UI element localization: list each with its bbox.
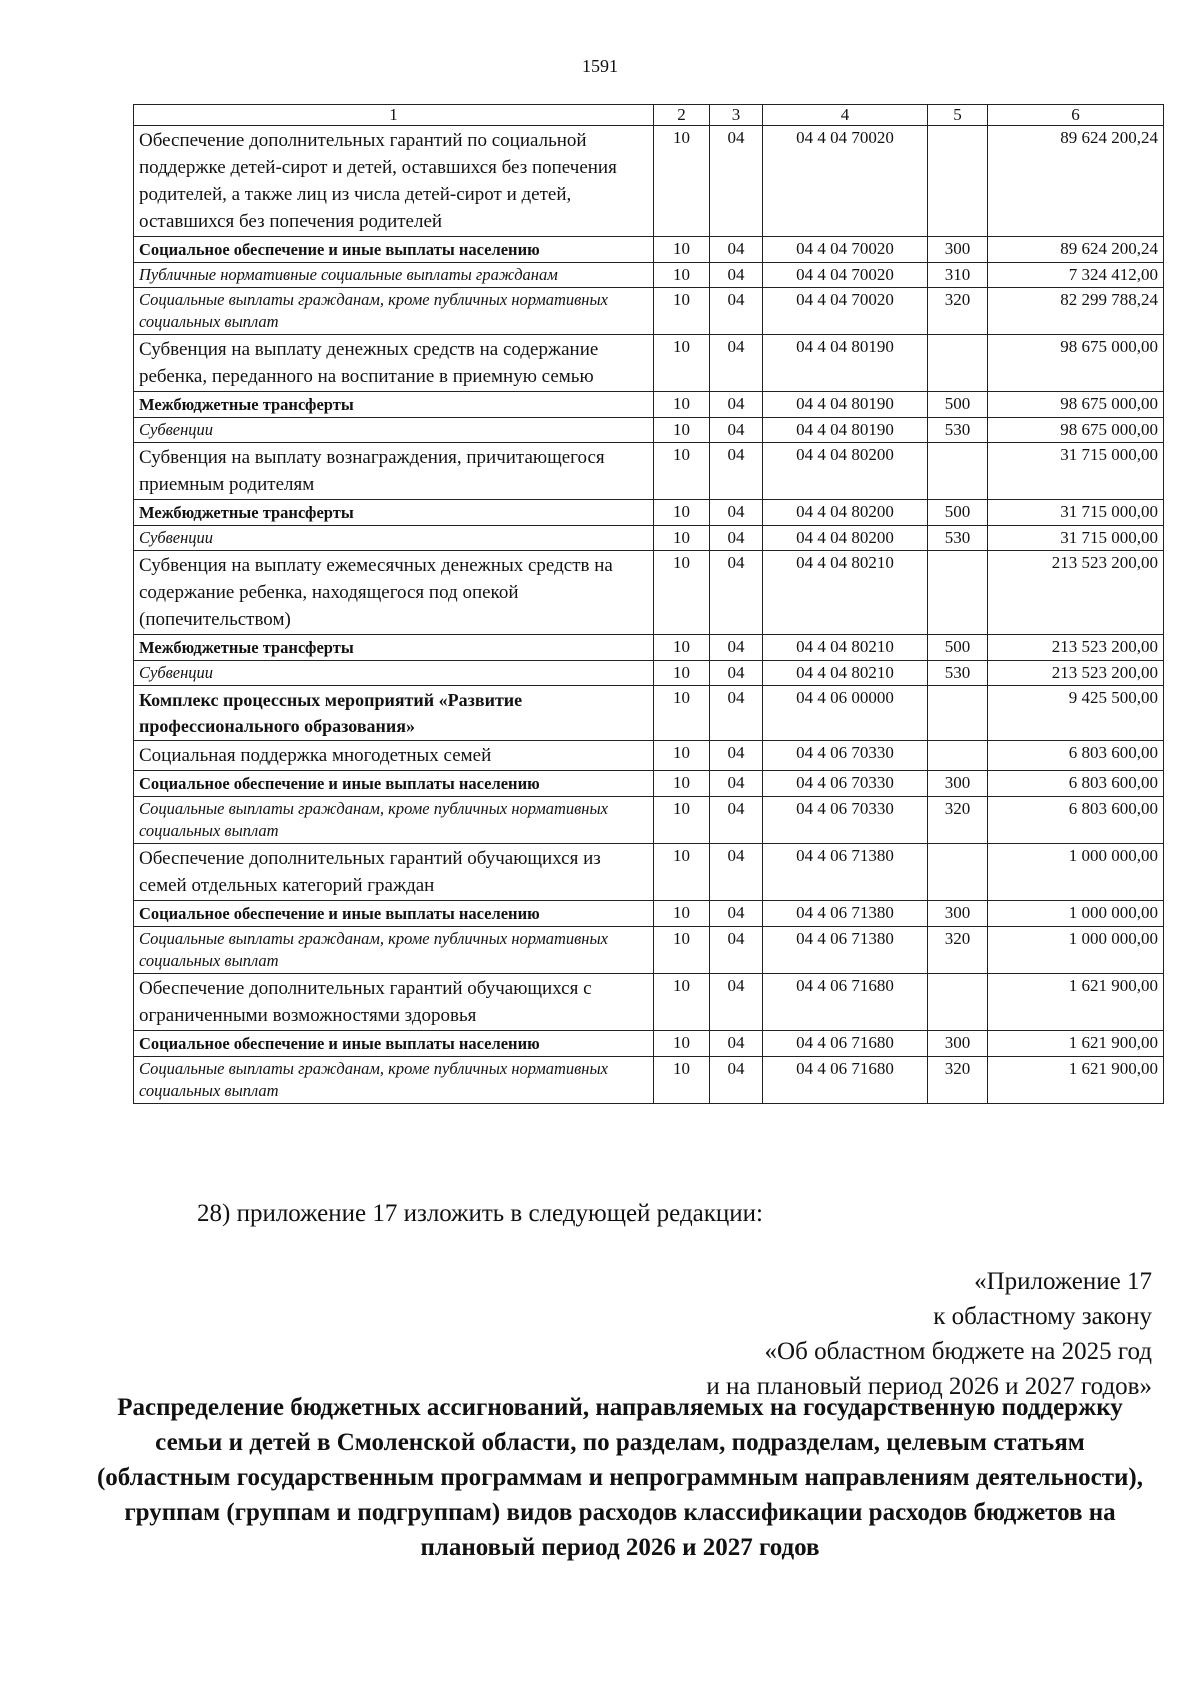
target-article-cell: 04 4 04 80210: [763, 635, 928, 661]
target-article-cell: 04 4 04 80200: [763, 443, 928, 500]
header-cell: 2: [654, 105, 710, 126]
section-code-cell: 10: [654, 500, 710, 526]
expense-type-cell: 500: [928, 635, 988, 661]
appendix-line: к областному закону: [933, 1303, 1152, 1330]
amount-cell: 1 000 000,00: [988, 927, 1164, 974]
subsection-code-cell: 04: [710, 927, 763, 974]
subsection-code-cell: 04: [710, 126, 763, 237]
target-article-cell: 04 4 04 80190: [763, 392, 928, 418]
expense-name-cell: Межбюджетные трансферты: [134, 635, 654, 661]
expense-type-cell: 300: [928, 237, 988, 263]
table-row: [134, 686, 1164, 741]
table-row: [134, 844, 1164, 901]
table-row: [134, 635, 1164, 661]
subsection-code-cell: 04: [710, 741, 763, 771]
expense-type-cell: 530: [928, 526, 988, 551]
expense-name-cell: Обеспечение дополнительных гарантий обучающихся с ограниченными возможностями здоровья: [134, 974, 654, 1031]
amount-cell: 89 624 200,24: [988, 126, 1164, 237]
amount-cell: 6 803 600,00: [988, 797, 1164, 844]
section-code-cell: 10: [654, 392, 710, 418]
subsection-code-cell: 04: [710, 288, 763, 335]
expense-type-cell: [928, 844, 988, 901]
header-cell: 4: [763, 105, 928, 126]
amount-cell: 1 621 900,00: [988, 1031, 1164, 1057]
subsection-code-cell: 04: [710, 237, 763, 263]
expense-type-cell: [928, 443, 988, 500]
table-row: [134, 1031, 1164, 1057]
section-code-cell: 10: [654, 686, 710, 741]
target-article-cell: 04 4 06 71680: [763, 1031, 928, 1057]
expense-type-cell: [928, 551, 988, 635]
amount-cell: 31 715 000,00: [988, 500, 1164, 526]
subsection-code-cell: 04: [710, 1057, 763, 1104]
amount-cell: 9 425 500,00: [988, 686, 1164, 741]
target-article-cell: 04 4 04 70020: [763, 288, 928, 335]
amount-cell: 31 715 000,00: [988, 443, 1164, 500]
expense-name-cell: Обеспечение дополнительных гарантий по социальной поддержке детей-сирот и детей, оставшихся без попечения родителей, а также лиц из числа детей-сирот и детей, оставшихся без попечения родителей: [134, 126, 654, 237]
table-row: [134, 443, 1164, 500]
amount-cell: 98 675 000,00: [988, 392, 1164, 418]
expense-name-cell: Обеспечение дополнительных гарантий обучающихся из семей отдельных категорий граждан: [134, 844, 654, 901]
target-article-cell: 04 4 06 71680: [763, 1057, 928, 1104]
amount-cell: 213 523 200,00: [988, 661, 1164, 686]
table-row: [134, 661, 1164, 686]
expense-name-cell: Межбюджетные трансферты: [134, 392, 654, 418]
table-row: [134, 1057, 1164, 1104]
target-article-cell: 04 4 06 70330: [763, 771, 928, 797]
expense-type-cell: 310: [928, 263, 988, 288]
section-code-cell: 10: [654, 526, 710, 551]
expense-type-cell: [928, 974, 988, 1031]
section-code-cell: 10: [654, 237, 710, 263]
budget-table: [133, 104, 1164, 1104]
document-title: Распределение бюджетных ассигнований, направляемых на государственную поддержку семьи и детей в Смоленской области, по разделам, подразделам, целевым статьям (областным государственным программам и непрограммным направлениям деятельности), группам (группам и подгруппам) видов расходов классификации расходов бюджетов на плановый период 2026 и 2027 годов: [96, 1394, 1143, 1561]
target-article-cell: 04 4 04 80210: [763, 551, 928, 635]
target-article-cell: 04 4 06 71380: [763, 844, 928, 901]
target-article-cell: 04 4 06 71380: [763, 901, 928, 927]
section-code-cell: 10: [654, 418, 710, 443]
expense-name-cell: Межбюджетные трансферты: [134, 500, 654, 526]
appendix-line: «Об областном бюджете на 2025 год: [764, 1338, 1152, 1365]
expense-name-cell: Социальное обеспечение и иные выплаты населению: [134, 237, 654, 263]
table-row: [134, 418, 1164, 443]
expense-name-cell: Социальные выплаты гражданам, кроме публичных нормативных социальных выплат: [134, 927, 654, 974]
expense-type-cell: 530: [928, 661, 988, 686]
target-article-cell: 04 4 04 80200: [763, 526, 928, 551]
expense-type-cell: 320: [928, 927, 988, 974]
subsection-code-cell: 04: [710, 335, 763, 392]
target-article-cell: 04 4 06 70330: [763, 797, 928, 844]
table-row: [134, 771, 1164, 797]
target-article-cell: 04 4 04 80190: [763, 418, 928, 443]
table-row: [134, 500, 1164, 526]
expense-type-cell: 320: [928, 1057, 988, 1104]
amount-cell: 213 523 200,00: [988, 551, 1164, 635]
table-row: [134, 741, 1164, 771]
amendment-instruction: 28) приложение 17 изложить в следующей редакции:: [197, 1200, 763, 1227]
expense-name-cell: Комплекс процессных мероприятий «Развитие профессионального образования»: [134, 686, 654, 741]
expense-name-cell: Социальные выплаты гражданам, кроме публичных нормативных социальных выплат: [134, 797, 654, 844]
expense-type-cell: 500: [928, 500, 988, 526]
target-article-cell: 04 4 04 80190: [763, 335, 928, 392]
section-code-cell: 10: [654, 901, 710, 927]
subsection-code-cell: 04: [710, 771, 763, 797]
section-code-cell: 10: [654, 797, 710, 844]
amount-cell: 7 324 412,00: [988, 263, 1164, 288]
expense-name-cell: Субвенции: [134, 661, 654, 686]
table-row: [134, 927, 1164, 974]
expense-type-cell: [928, 335, 988, 392]
expense-name-cell: Социальные выплаты гражданам, кроме публичных нормативных социальных выплат: [134, 1057, 654, 1104]
table-row: [134, 335, 1164, 392]
table-row: [134, 126, 1164, 237]
budget-table-body: [134, 105, 1164, 1104]
amount-cell: 1 621 900,00: [988, 1057, 1164, 1104]
target-article-cell: 04 4 04 70020: [763, 126, 928, 237]
subsection-code-cell: 04: [710, 526, 763, 551]
subsection-code-cell: 04: [710, 797, 763, 844]
amount-cell: 82 299 788,24: [988, 288, 1164, 335]
table-header-row: [134, 105, 1164, 126]
amount-cell: 213 523 200,00: [988, 635, 1164, 661]
table-row: [134, 263, 1164, 288]
expense-name-cell: Социальное обеспечение и иные выплаты населению: [134, 901, 654, 927]
expense-name-cell: Социальное обеспечение и иные выплаты населению: [134, 1031, 654, 1057]
target-article-cell: 04 4 06 71680: [763, 974, 928, 1031]
subsection-code-cell: 04: [710, 263, 763, 288]
target-article-cell: 04 4 06 70330: [763, 741, 928, 771]
amount-cell: 6 803 600,00: [988, 741, 1164, 771]
expense-type-cell: 320: [928, 797, 988, 844]
subsection-code-cell: 04: [710, 418, 763, 443]
header-cell: 6: [988, 105, 1164, 126]
subsection-code-cell: 04: [710, 844, 763, 901]
expense-name-cell: Публичные нормативные социальные выплаты гражданам: [134, 263, 654, 288]
appendix-line: «Приложение 17: [974, 1268, 1152, 1295]
section-code-cell: 10: [654, 1031, 710, 1057]
section-code-cell: 10: [654, 974, 710, 1031]
section-code-cell: 10: [654, 551, 710, 635]
amount-cell: 6 803 600,00: [988, 771, 1164, 797]
section-code-cell: 10: [654, 335, 710, 392]
section-code-cell: 10: [654, 126, 710, 237]
expense-name-cell: Субвенция на выплату ежемесячных денежных средств на содержание ребенка, находящегося под опекой (попечительством): [134, 551, 654, 635]
expense-name-cell: Субвенции: [134, 526, 654, 551]
amount-cell: 98 675 000,00: [988, 335, 1164, 392]
expense-type-cell: [928, 741, 988, 771]
subsection-code-cell: 04: [710, 686, 763, 741]
amount-cell: 1 621 900,00: [988, 974, 1164, 1031]
section-code-cell: 10: [654, 661, 710, 686]
header-cell: 1: [134, 105, 654, 126]
section-code-cell: 10: [654, 1057, 710, 1104]
expense-name-cell: Субвенция на выплату денежных средств на содержание ребенка, переданного на воспитание в приемную семью: [134, 335, 654, 392]
amount-cell: 1 000 000,00: [988, 901, 1164, 927]
table-row: [134, 974, 1164, 1031]
header-cell: 3: [710, 105, 763, 126]
subsection-code-cell: 04: [710, 635, 763, 661]
section-code-cell: 10: [654, 443, 710, 500]
target-article-cell: 04 4 06 71380: [763, 927, 928, 974]
table-row: [134, 526, 1164, 551]
subsection-code-cell: 04: [710, 661, 763, 686]
expense-type-cell: [928, 126, 988, 237]
target-article-cell: 04 4 04 80210: [763, 661, 928, 686]
target-article-cell: 04 4 04 70020: [763, 237, 928, 263]
expense-type-cell: 300: [928, 1031, 988, 1057]
subsection-code-cell: 04: [710, 500, 763, 526]
section-code-cell: 10: [654, 288, 710, 335]
expense-name-cell: Субвенции: [134, 418, 654, 443]
section-code-cell: 10: [654, 635, 710, 661]
target-article-cell: 04 4 04 70020: [763, 263, 928, 288]
table-row: [134, 797, 1164, 844]
table-row: [134, 551, 1164, 635]
table-row: [134, 901, 1164, 927]
expense-type-cell: 300: [928, 771, 988, 797]
expense-type-cell: 320: [928, 288, 988, 335]
amount-cell: 89 624 200,24: [988, 237, 1164, 263]
appendix-header: [452, 1264, 1152, 1404]
subsection-code-cell: 04: [710, 551, 763, 635]
table-row: [134, 237, 1164, 263]
expense-name-cell: Социальное обеспечение и иные выплаты населению: [134, 771, 654, 797]
expense-type-cell: 500: [928, 392, 988, 418]
table-row: [134, 288, 1164, 335]
subsection-code-cell: 04: [710, 392, 763, 418]
expense-name-cell: Социальные выплаты гражданам, кроме публичных нормативных социальных выплат: [134, 288, 654, 335]
table-row: [134, 392, 1164, 418]
section-code-cell: 10: [654, 927, 710, 974]
subsection-code-cell: 04: [710, 901, 763, 927]
section-code-cell: 10: [654, 741, 710, 771]
header-cell: 5: [928, 105, 988, 126]
target-article-cell: 04 4 04 80200: [763, 500, 928, 526]
subsection-code-cell: 04: [710, 443, 763, 500]
expense-name-cell: Социальная поддержка многодетных семей: [134, 741, 654, 771]
amount-cell: 31 715 000,00: [988, 526, 1164, 551]
expense-type-cell: [928, 686, 988, 741]
amount-cell: 98 675 000,00: [988, 418, 1164, 443]
subsection-code-cell: 04: [710, 1031, 763, 1057]
amount-cell: 1 000 000,00: [988, 844, 1164, 901]
section-code-cell: 10: [654, 771, 710, 797]
expense-type-cell: 530: [928, 418, 988, 443]
subsection-code-cell: 04: [710, 974, 763, 1031]
target-article-cell: 04 4 06 00000: [763, 686, 928, 741]
expense-type-cell: 300: [928, 901, 988, 927]
section-code-cell: 10: [654, 263, 710, 288]
page-number: 1591: [582, 56, 618, 76]
section-code-cell: 10: [654, 844, 710, 901]
appendix-line: и на плановый период 2026 и 2027 годов»: [706, 1373, 1152, 1400]
expense-name-cell: Субвенция на выплату вознаграждения, причитающегося приемным родителям: [134, 443, 654, 500]
